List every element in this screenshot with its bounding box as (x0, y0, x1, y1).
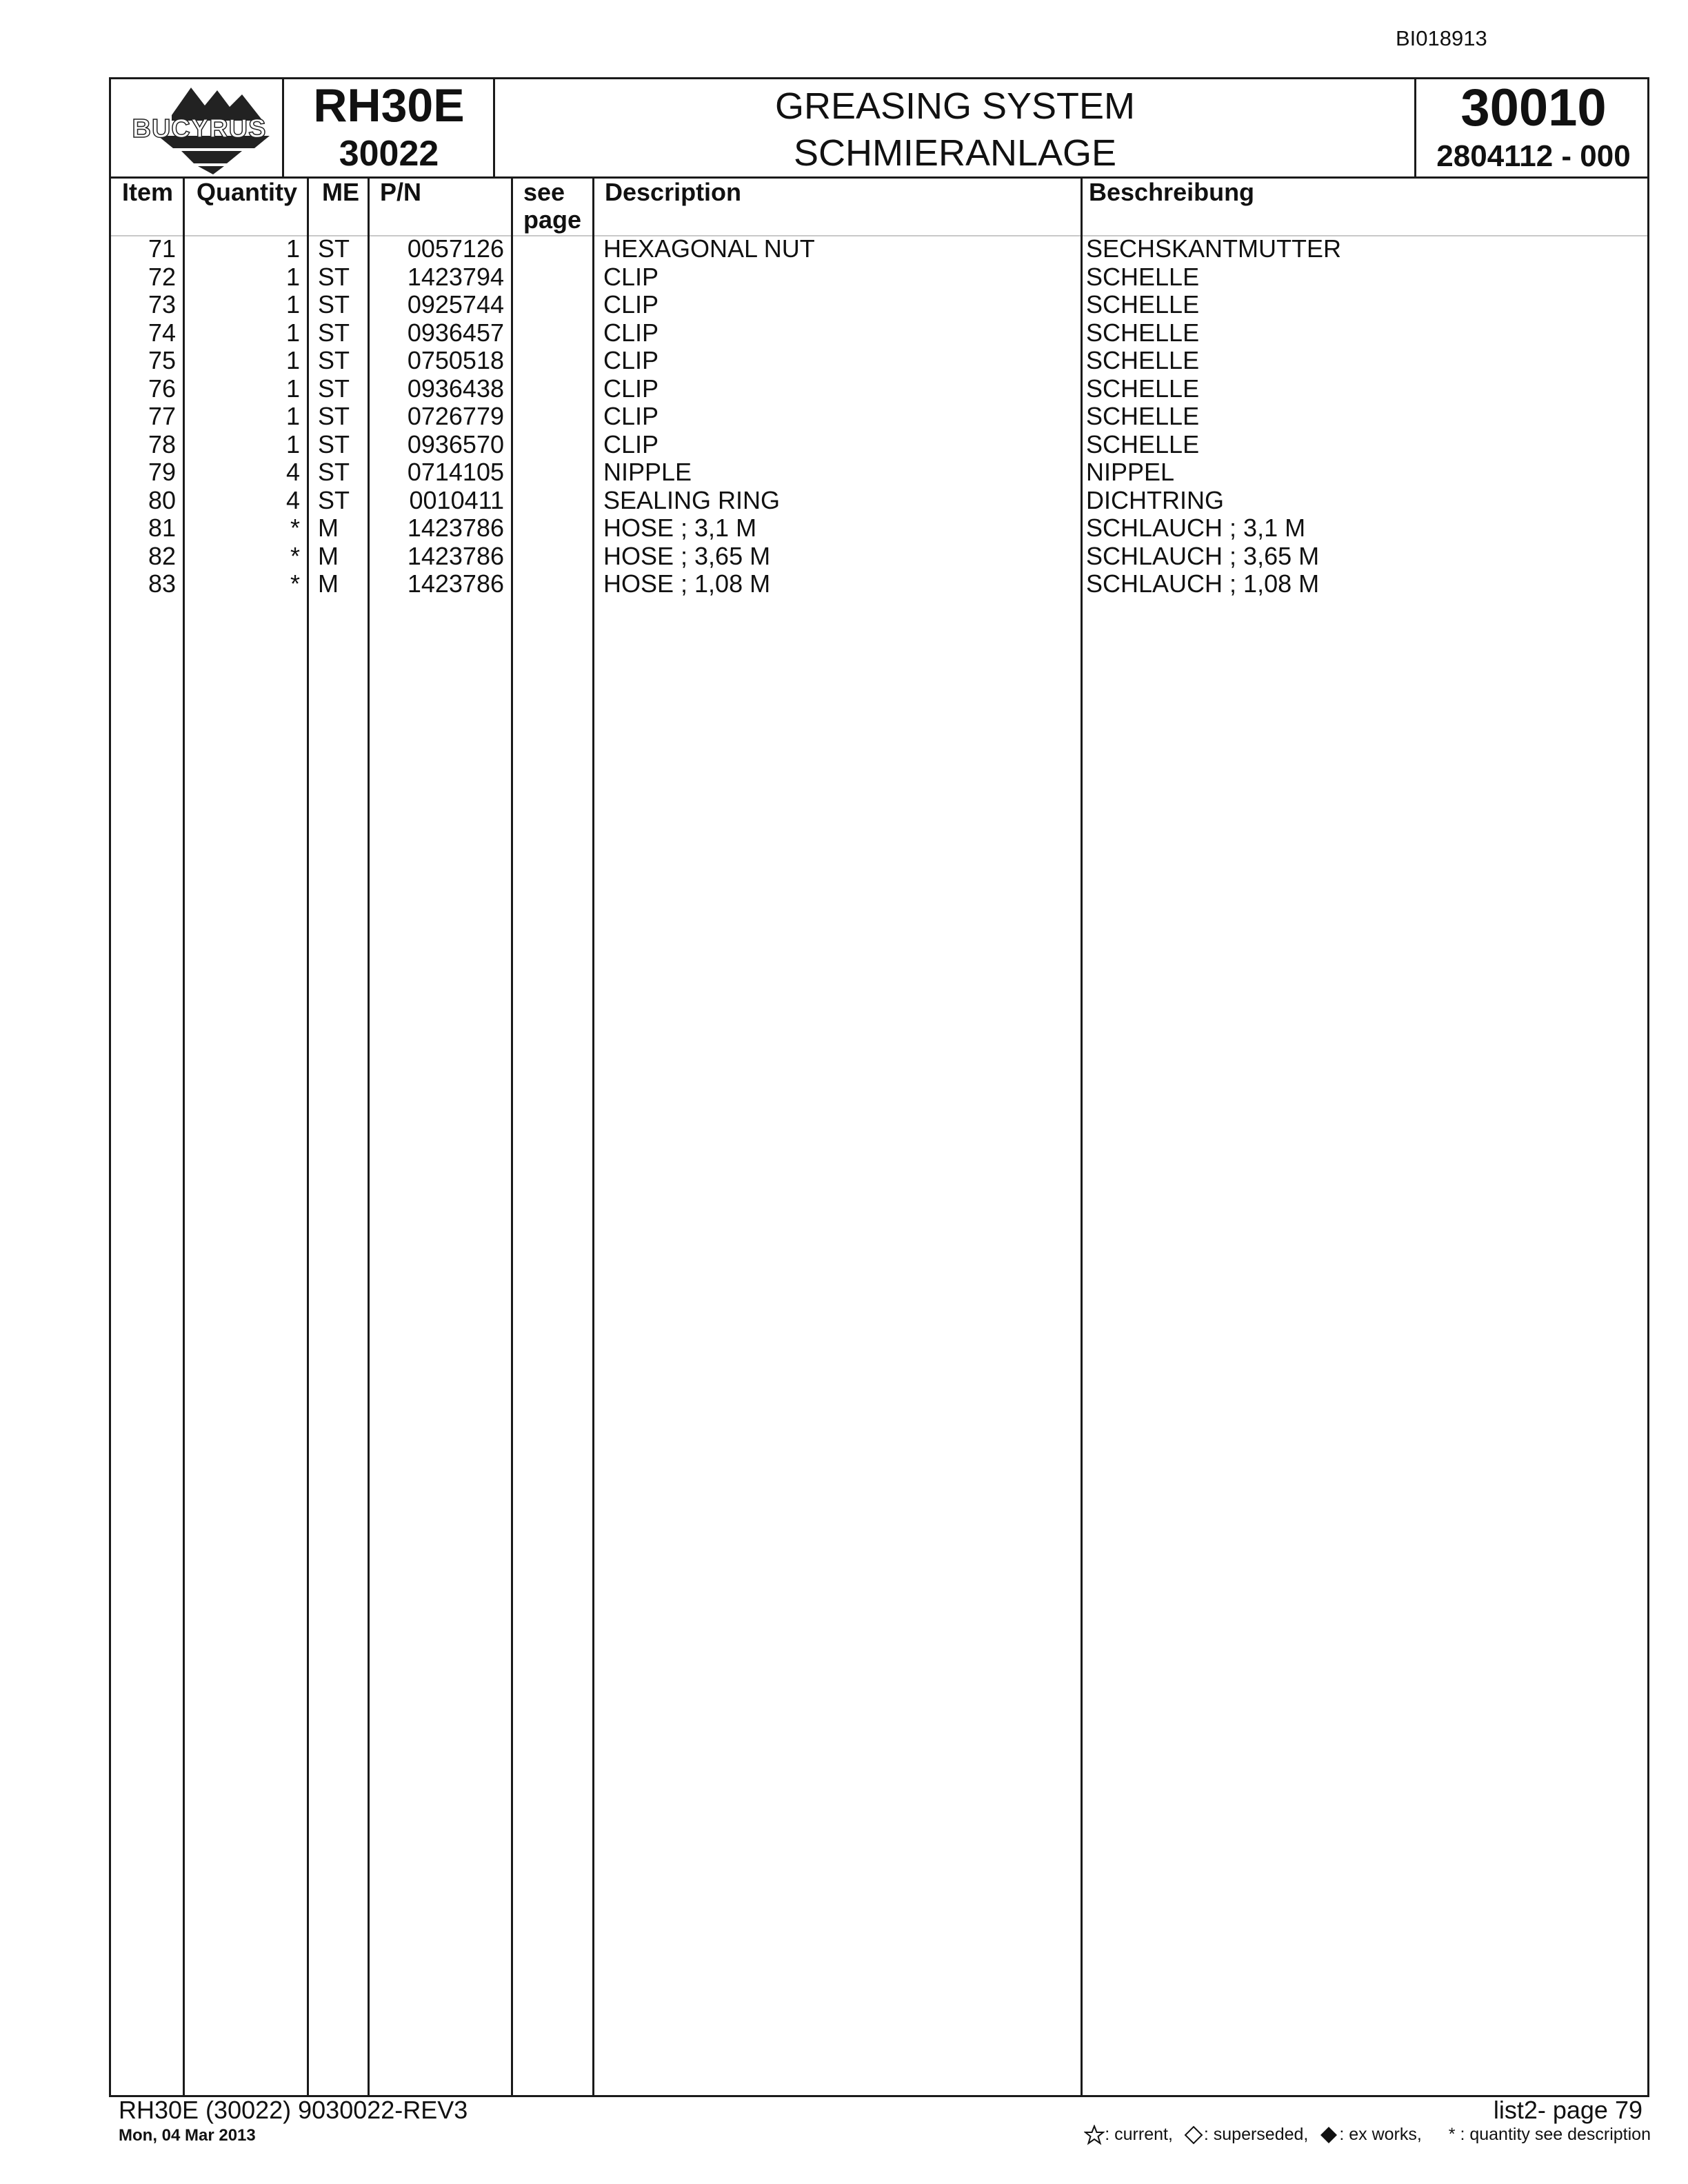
beschreibung-cell: SCHLAUCH ; 3,1 M (1086, 514, 1306, 542)
diamond-outline-icon (1183, 2125, 1204, 2145)
unit-cell: ST (318, 374, 350, 403)
description-cell: CLIP (603, 262, 659, 291)
table-row (111, 319, 1647, 347)
table-row (111, 458, 1647, 487)
item-cell: 76 (148, 374, 176, 403)
beschreibung-cell: SCHLAUCH ; 3,65 M (1086, 541, 1320, 570)
description-cell: CLIP (603, 346, 659, 374)
beschreibung-cell: SCHELLE (1086, 346, 1200, 374)
column-header-description: Description (605, 178, 742, 206)
table-row (111, 431, 1647, 459)
description-cell: CLIP (603, 290, 659, 318)
item-cell: 71 (148, 234, 176, 263)
description-cell: HOSE ; 3,65 M (603, 541, 771, 570)
quantity-cell: 1 (285, 290, 300, 318)
quantity-cell: 1 (285, 402, 300, 430)
part-number-cell: 1423786 (407, 514, 504, 542)
column-header-quantity: Quantity (197, 178, 298, 206)
table-row (111, 543, 1647, 571)
unit-cell: M (318, 514, 339, 542)
item-cell: 83 (148, 569, 176, 598)
beschreibung-cell: NIPPEL (1086, 458, 1175, 486)
parts-table-body (111, 235, 1647, 598)
part-number-cell: 0925744 (407, 290, 504, 318)
item-cell: 79 (148, 458, 176, 486)
unit-cell: ST (318, 290, 350, 318)
drawing-number: 2804112 - 000 (1436, 139, 1631, 173)
column-header-me: ME (322, 178, 359, 206)
table-row (111, 514, 1647, 543)
footer-page: list2- page 79 (1493, 2096, 1642, 2124)
description-cell: SEALING RING (603, 485, 781, 514)
table-row (111, 291, 1647, 319)
unit-cell: ST (318, 318, 350, 347)
table-row (111, 375, 1647, 403)
description-cell: HOSE ; 1,08 M (603, 569, 771, 598)
item-cell: 75 (148, 346, 176, 374)
part-number-cell: 0714105 (407, 458, 504, 486)
unit-cell: M (318, 569, 339, 598)
quantity-cell: 4 (285, 458, 300, 486)
document-id: BI018913 (1396, 26, 1487, 50)
quantity-cell: 1 (285, 318, 300, 347)
legend-current: : current, (1105, 2125, 1173, 2144)
item-cell: 80 (148, 485, 176, 514)
see-page-line-2: page (523, 205, 582, 234)
beschreibung-cell: SCHELLE (1086, 318, 1200, 347)
unit-cell: ST (318, 346, 350, 374)
quantity-cell: 1 (285, 262, 300, 291)
table-row (111, 235, 1647, 263)
table-row (111, 347, 1647, 375)
part-number-cell: 0057126 (407, 234, 504, 263)
quantity-cell: 4 (285, 485, 300, 514)
parts-list-frame (109, 77, 1649, 2097)
table-row (111, 570, 1647, 598)
unit-cell: ST (318, 485, 350, 514)
part-number-cell: 1423786 (407, 541, 504, 570)
part-number-cell: 0010411 (409, 485, 504, 514)
description-cell: CLIP (603, 402, 659, 430)
part-number-cell: 0936457 (407, 318, 504, 347)
column-header-beschreibung: Beschreibung (1089, 178, 1255, 206)
beschreibung-cell: SCHELLE (1086, 290, 1200, 318)
logo-text: BUCYRUS (132, 114, 267, 143)
item-cell: 81 (148, 514, 176, 542)
description-cell: HOSE ; 3,1 M (603, 514, 757, 542)
group-number: 30010 (1460, 79, 1607, 137)
unit-cell: ST (318, 429, 350, 458)
part-number-cell: 1423794 (407, 262, 504, 291)
item-cell: 74 (148, 318, 176, 347)
description-cell: NIPPLE (603, 458, 692, 486)
bucyrus-logo (117, 82, 282, 176)
beschreibung-cell: SECHSKANTMUTTER (1086, 234, 1342, 263)
quantity-cell: * (290, 514, 300, 542)
footer-reference: RH30E (30022) 9030022-REV3 (119, 2096, 468, 2124)
part-number-cell: 0750518 (407, 346, 504, 374)
part-number-cell: 1423786 (407, 569, 504, 598)
quantity-cell: * (290, 569, 300, 598)
column-header-pn: P/N (380, 178, 422, 206)
quantity-cell: 1 (285, 346, 300, 374)
header-block (111, 79, 1647, 179)
description-cell: CLIP (603, 374, 659, 403)
beschreibung-cell: SCHELLE (1086, 402, 1200, 430)
table-row (111, 403, 1647, 431)
description-cell: HEXAGONAL NUT (603, 234, 815, 263)
legend-ex-works: : ex works, (1339, 2125, 1422, 2144)
quantity-cell: * (290, 541, 300, 570)
footer-date: Mon, 04 Mar 2013 (119, 2126, 256, 2145)
unit-cell: ST (318, 262, 350, 291)
quantity-cell: 1 (285, 429, 300, 458)
table-row (111, 487, 1647, 515)
title-english: GREASING SYSTEM (774, 85, 1136, 127)
unit-cell: ST (318, 234, 350, 263)
unit-cell: ST (318, 458, 350, 486)
table-row (111, 263, 1647, 292)
part-number-cell: 0936570 (407, 429, 504, 458)
part-number-cell: 0936438 (407, 374, 504, 403)
description-cell: CLIP (603, 429, 659, 458)
see-page-line-1: see (523, 178, 565, 206)
legend (1084, 2125, 1651, 2145)
column-header-see-page (523, 179, 599, 235)
beschreibung-cell: SCHELLE (1086, 429, 1200, 458)
beschreibung-cell: SCHELLE (1086, 374, 1200, 403)
star-outline-icon (1084, 2125, 1105, 2145)
title-german: SCHMIERANLAGE (793, 132, 1117, 174)
quantity-cell: 1 (285, 374, 300, 403)
model-number: 30022 (339, 134, 439, 174)
legend-quantity: * : quantity see description (1448, 2125, 1651, 2144)
legend-superseded: : superseded, (1203, 2125, 1309, 2144)
description-cell: CLIP (603, 318, 659, 347)
item-cell: 78 (148, 429, 176, 458)
quantity-cell: 1 (285, 234, 300, 263)
unit-cell: ST (318, 402, 350, 430)
beschreibung-cell: SCHLAUCH ; 1,08 M (1086, 569, 1320, 598)
column-header-item: Item (122, 178, 174, 206)
unit-cell: M (318, 541, 339, 570)
diamond-filled-icon (1318, 2125, 1339, 2145)
part-number-cell: 0726779 (407, 402, 504, 430)
item-cell: 82 (148, 541, 176, 570)
beschreibung-cell: DICHTRING (1086, 485, 1224, 514)
model-name: RH30E (313, 79, 465, 132)
beschreibung-cell: SCHELLE (1086, 262, 1200, 291)
item-cell: 73 (148, 290, 176, 318)
item-cell: 77 (148, 402, 176, 430)
item-cell: 72 (148, 262, 176, 291)
